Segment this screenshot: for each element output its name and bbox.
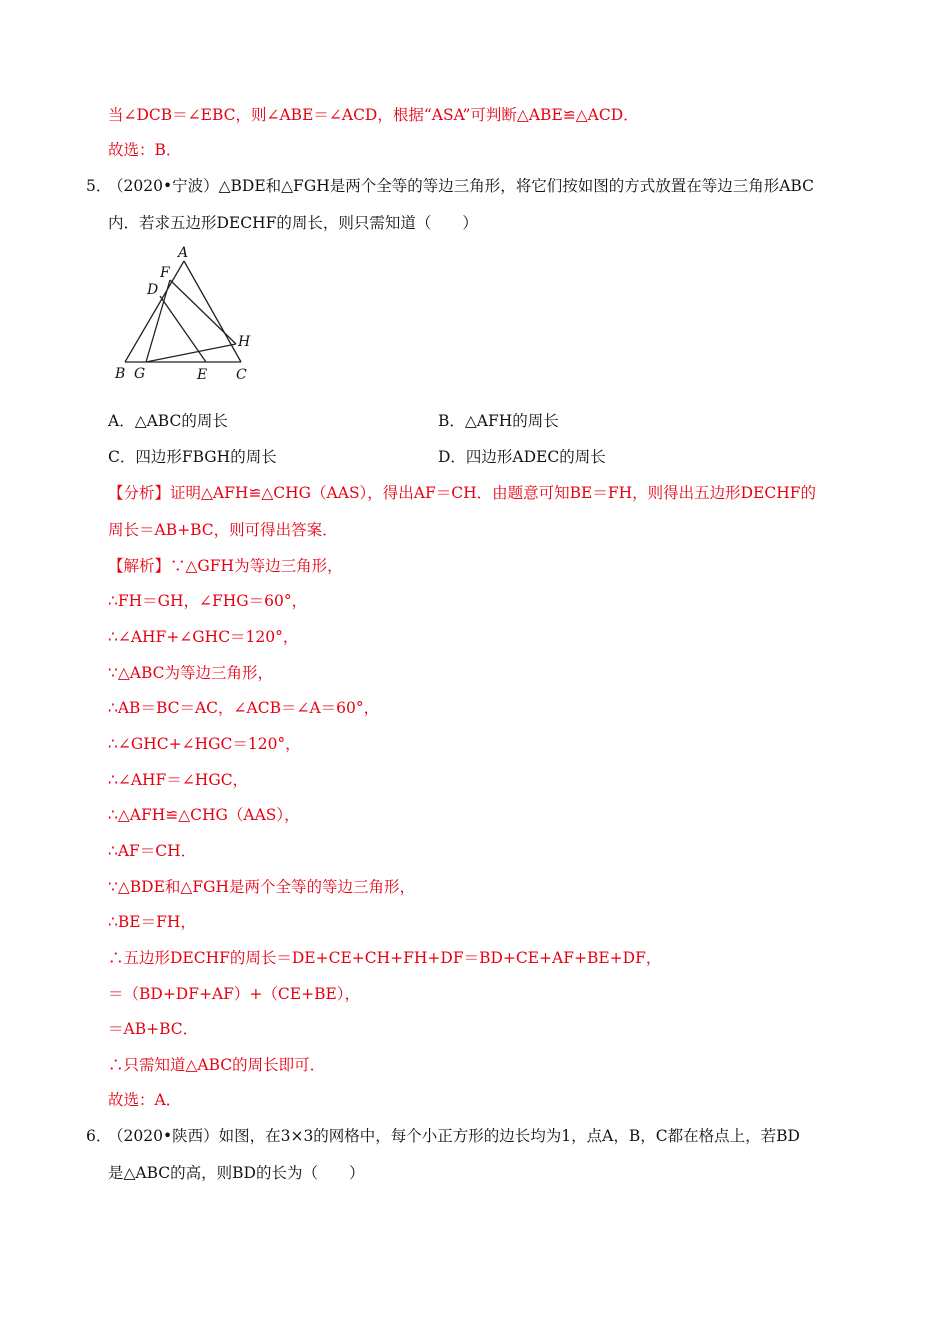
label-c: C — [236, 367, 247, 383]
segment-gh — [146, 344, 236, 362]
prev-answer: 故选：B． — [108, 141, 182, 159]
label-b: B — [115, 366, 126, 382]
label-a: A — [178, 245, 189, 261]
solution-line: ∴AB＝BC＝AC，∠ACB＝∠A＝60°， — [108, 699, 380, 717]
option-c: C．四边形FBGH的周长 — [108, 448, 277, 466]
solution-line: ∴∠GHC+∠HGC＝120°， — [108, 735, 301, 753]
question-5-stem-line2: 内．若求五边形DECHF的周长，则只需知道（ ） — [108, 214, 478, 232]
solution-line: ∴五边形DECHF的周长＝DE+CE+CH+FH+DF＝BD+CE+AF+BE+DF， — [108, 949, 662, 967]
question-5-number: 5． — [86, 177, 112, 195]
solution-line: 【解析】∵△GFH为等边三角形， — [108, 557, 343, 575]
question-6-number: 6． — [86, 1127, 112, 1145]
solution-line: ＝（BD+DF+AF）+（CE+BE）， — [108, 985, 361, 1003]
question-6-stem-line1: （2020•陕西）如图，在3×3的网格中，每个小正方形的边长均为1，点A，B，C都在格点上，若BD — [108, 1127, 800, 1145]
label-f: F — [160, 265, 170, 281]
question-6-stem-line2: 是△ABC的高，则BD的长为（ ） — [108, 1164, 365, 1182]
solution-line: ＝AB+BC． — [108, 1020, 199, 1038]
solution-line: ∴BE＝FH， — [108, 913, 196, 931]
option-a: A．△ABC的周长 — [108, 412, 228, 430]
triangle-figure — [108, 244, 258, 384]
label-e: E — [197, 367, 208, 383]
solution-line: ∴只需知道△ABC的周长即可． — [108, 1056, 326, 1074]
solution-line: ∴∠AHF+∠GHC＝120°， — [108, 628, 299, 646]
analysis-line2: 周长＝AB+BC，则可得出答案． — [108, 521, 338, 539]
solution-line: ∴AF＝CH． — [108, 842, 197, 860]
segment-de — [160, 296, 206, 362]
option-d: D．四边形ADEC的周长 — [438, 448, 606, 466]
segment-ab — [125, 261, 184, 362]
prev-solution-line: 当∠DCB＝∠EBC，则∠ABE＝∠ACD，根据“ASA”可判断△ABE≌△ACD． — [108, 106, 639, 124]
question-5-stem-line1: （2020•宁波）△BDE和△FGH是两个全等的等边三角形，将它们按如图的方式放置在等边三角形ABC — [108, 177, 814, 195]
segment-ac — [184, 261, 241, 362]
option-b: B．△AFH的周长 — [438, 412, 559, 430]
solution-line: ∵△ABC为等边三角形， — [108, 664, 274, 682]
solution-line: ∴∠AHF＝∠HGC， — [108, 771, 249, 789]
segment-fh — [170, 280, 236, 344]
label-g: G — [134, 366, 146, 382]
solution-line: ∴FH＝GH，∠FHG＝60°， — [108, 592, 308, 610]
label-h: H — [238, 334, 251, 350]
analysis-line1: 【分析】证明△AFH≌△CHG（AAS），得出AF＝CH．由题意可知BE＝FH，则得出五边形DECHF的 — [108, 484, 816, 502]
label-d: D — [147, 282, 159, 298]
solution-line: ∴△AFH≌△CHG（AAS）， — [108, 806, 300, 824]
solution-line: ∵△BDE和△FGH是两个全等的等边三角形， — [108, 878, 415, 896]
answer-line: 故选：A． — [108, 1091, 182, 1109]
